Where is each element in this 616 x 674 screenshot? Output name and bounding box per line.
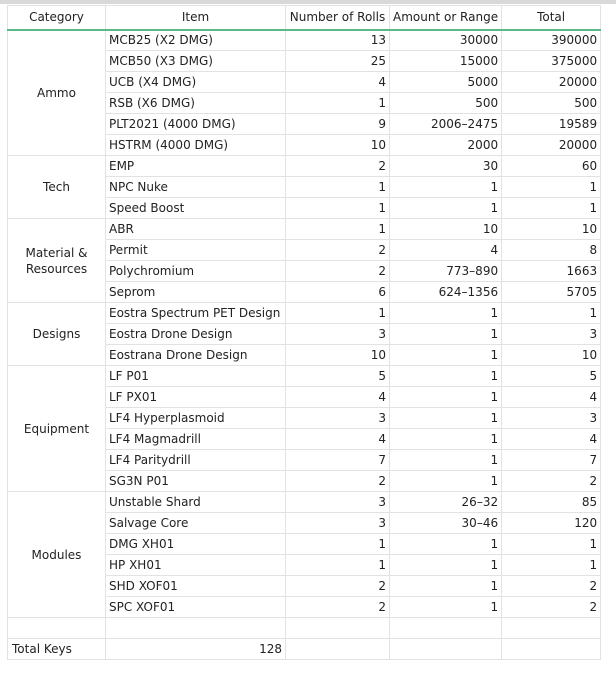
total-cell[interactable]: 1 [502, 177, 601, 198]
total-cell[interactable]: 500 [502, 93, 601, 114]
table-row [8, 30, 601, 51]
header-category[interactable]: Category [8, 6, 106, 30]
rolls-cell[interactable]: 2 [286, 576, 390, 597]
header-rolls[interactable]: Number of Rolls [286, 6, 390, 30]
item-cell[interactable]: MCB25 (X2 DMG) [106, 30, 286, 51]
amount-cell[interactable]: 30–46 [390, 513, 502, 534]
total-cell[interactable]: 1 [502, 555, 601, 576]
empty-cell[interactable] [286, 639, 390, 660]
rolls-cell[interactable]: 25 [286, 51, 390, 72]
item-cell[interactable]: PLT2021 (4000 DMG) [106, 114, 286, 135]
category-cell[interactable]: Material & Resources [8, 219, 106, 303]
header-total[interactable]: Total [502, 6, 601, 30]
rolls-cell[interactable]: 3 [286, 492, 390, 513]
table-row [8, 219, 601, 240]
item-cell[interactable]: Speed Boost [106, 198, 286, 219]
item-cell[interactable]: RSB (X6 DMG) [106, 93, 286, 114]
amount-cell[interactable]: 4 [390, 240, 502, 261]
total-cell[interactable]: 2 [502, 576, 601, 597]
item-cell[interactable]: UCB (X4 DMG) [106, 72, 286, 93]
total-keys-value[interactable]: 128 [106, 639, 286, 660]
amount-cell[interactable]: 773–890 [390, 261, 502, 282]
rolls-cell[interactable]: 1 [286, 303, 390, 324]
amount-cell[interactable]: 1 [390, 387, 502, 408]
item-cell[interactable]: LF4 Magmadrill [106, 429, 286, 450]
item-cell[interactable]: Polychromium [106, 261, 286, 282]
rolls-cell[interactable]: 10 [286, 135, 390, 156]
category-cell[interactable]: Modules [8, 492, 106, 618]
total-cell[interactable]: 375000 [502, 51, 601, 72]
item-cell[interactable]: LF4 Hyperplasmoid [106, 408, 286, 429]
empty-cell[interactable] [390, 639, 502, 660]
amount-cell[interactable]: 1 [390, 366, 502, 387]
table-row [8, 156, 601, 177]
item-cell[interactable]: EMP [106, 156, 286, 177]
amount-cell[interactable]: 1 [390, 471, 502, 492]
rolls-cell[interactable]: 9 [286, 114, 390, 135]
amount-cell[interactable]: 1 [390, 324, 502, 345]
amount-cell[interactable]: 1 [390, 534, 502, 555]
rolls-cell[interactable]: 1 [286, 177, 390, 198]
amount-cell[interactable]: 15000 [390, 51, 502, 72]
category-cell[interactable]: Equipment [8, 366, 106, 492]
empty-cell[interactable] [106, 618, 286, 639]
item-cell[interactable]: Permit [106, 240, 286, 261]
rolls-cell[interactable]: 6 [286, 282, 390, 303]
total-keys-label[interactable]: Total Keys [8, 639, 106, 660]
total-cell[interactable]: 10 [502, 219, 601, 240]
total-cell[interactable]: 1 [502, 198, 601, 219]
rolls-cell[interactable]: 1 [286, 198, 390, 219]
item-cell[interactable]: LF P01 [106, 366, 286, 387]
category-cell[interactable]: Designs [8, 303, 106, 366]
rolls-cell[interactable]: 2 [286, 261, 390, 282]
rolls-cell[interactable]: 13 [286, 30, 390, 51]
table-row [8, 303, 601, 324]
empty-cell[interactable] [502, 618, 601, 639]
rolls-cell[interactable]: 2 [286, 156, 390, 177]
total-cell[interactable]: 120 [502, 513, 601, 534]
total-cell[interactable]: 85 [502, 492, 601, 513]
amount-cell[interactable]: 1 [390, 177, 502, 198]
rolls-cell[interactable]: 2 [286, 471, 390, 492]
empty-cell[interactable] [390, 618, 502, 639]
table-row [8, 366, 601, 387]
sheet-top-bar [0, 0, 616, 4]
total-cell[interactable]: 1 [502, 534, 601, 555]
header-amount[interactable]: Amount or Range [390, 6, 502, 30]
total-cell[interactable]: 20000 [502, 135, 601, 156]
total-cell[interactable]: 5705 [502, 282, 601, 303]
item-cell[interactable]: ABR [106, 219, 286, 240]
item-cell[interactable]: MCB50 (X3 DMG) [106, 51, 286, 72]
total-cell[interactable]: 1 [502, 303, 601, 324]
table-body [8, 30, 601, 660]
amount-cell[interactable]: 500 [390, 93, 502, 114]
total-cell[interactable]: 20000 [502, 72, 601, 93]
amount-cell[interactable]: 1 [390, 408, 502, 429]
rolls-cell[interactable]: 1 [286, 219, 390, 240]
rolls-cell[interactable]: 3 [286, 324, 390, 345]
total-cell[interactable]: 8 [502, 240, 601, 261]
item-cell[interactable]: SPC XOF01 [106, 597, 286, 618]
total-cell[interactable]: 2 [502, 597, 601, 618]
empty-cell[interactable] [502, 639, 601, 660]
item-cell[interactable]: Salvage Core [106, 513, 286, 534]
rolls-cell[interactable]: 1 [286, 534, 390, 555]
amount-cell[interactable]: 1 [390, 597, 502, 618]
rolls-cell[interactable]: 1 [286, 555, 390, 576]
total-cell[interactable]: 10 [502, 345, 601, 366]
table-row [8, 492, 601, 513]
item-cell[interactable]: Unstable Shard [106, 492, 286, 513]
amount-cell[interactable]: 5000 [390, 72, 502, 93]
amount-cell[interactable]: 624–1356 [390, 282, 502, 303]
rolls-cell[interactable]: 2 [286, 597, 390, 618]
total-cell[interactable]: 60 [502, 156, 601, 177]
category-cell[interactable]: Ammo [8, 30, 106, 156]
rolls-cell[interactable]: 4 [286, 429, 390, 450]
item-cell[interactable]: Eostra Spectrum PET Design [106, 303, 286, 324]
amount-cell[interactable]: 2000 [390, 135, 502, 156]
item-cell[interactable]: Eostra Drone Design [106, 324, 286, 345]
empty-cell[interactable] [8, 618, 106, 639]
item-cell[interactable]: DMG XH01 [106, 534, 286, 555]
total-keys-row [8, 639, 601, 660]
amount-cell[interactable]: 1 [390, 450, 502, 471]
item-cell[interactable]: Seprom [106, 282, 286, 303]
item-cell[interactable]: HSTRM (4000 DMG) [106, 135, 286, 156]
amount-cell[interactable]: 30 [390, 156, 502, 177]
total-cell[interactable]: 5 [502, 366, 601, 387]
rolls-table [7, 5, 601, 660]
item-cell[interactable]: LF4 Paritydrill [106, 450, 286, 471]
header-item[interactable]: Item [106, 6, 286, 30]
item-cell[interactable]: SHD XOF01 [106, 576, 286, 597]
total-cell[interactable]: 7 [502, 450, 601, 471]
rolls-cell[interactable]: 2 [286, 240, 390, 261]
total-cell[interactable]: 4 [502, 429, 601, 450]
amount-cell[interactable]: 1 [390, 345, 502, 366]
total-cell[interactable]: 4 [502, 387, 601, 408]
item-cell[interactable]: SG3N P01 [106, 471, 286, 492]
item-cell[interactable]: NPC Nuke [106, 177, 286, 198]
rolls-cell[interactable]: 3 [286, 513, 390, 534]
rolls-cell[interactable]: 10 [286, 345, 390, 366]
amount-cell[interactable]: 30000 [390, 30, 502, 51]
blank-row [8, 618, 601, 639]
amount-cell[interactable]: 1 [390, 198, 502, 219]
amount-cell[interactable]: 1 [390, 303, 502, 324]
rolls-cell[interactable]: 5 [286, 366, 390, 387]
rolls-cell[interactable]: 4 [286, 387, 390, 408]
amount-cell[interactable]: 26–32 [390, 492, 502, 513]
category-cell[interactable]: Tech [8, 156, 106, 219]
amount-cell[interactable]: 1 [390, 555, 502, 576]
rolls-cell[interactable]: 4 [286, 72, 390, 93]
total-cell[interactable]: 2 [502, 471, 601, 492]
item-cell[interactable]: Eostrana Drone Design [106, 345, 286, 366]
amount-cell[interactable]: 10 [390, 219, 502, 240]
rolls-cell[interactable]: 7 [286, 450, 390, 471]
header-row [8, 6, 601, 30]
total-cell[interactable]: 3 [502, 324, 601, 345]
total-cell[interactable]: 1663 [502, 261, 601, 282]
empty-cell[interactable] [286, 618, 390, 639]
rolls-cell[interactable]: 1 [286, 93, 390, 114]
item-cell[interactable]: LF PX01 [106, 387, 286, 408]
total-cell[interactable]: 390000 [502, 30, 601, 51]
total-cell[interactable]: 3 [502, 408, 601, 429]
amount-cell[interactable]: 1 [390, 576, 502, 597]
rolls-cell[interactable]: 3 [286, 408, 390, 429]
amount-cell[interactable]: 2006–2475 [390, 114, 502, 135]
amount-cell[interactable]: 1 [390, 429, 502, 450]
total-cell[interactable]: 19589 [502, 114, 601, 135]
item-cell[interactable]: HP XH01 [106, 555, 286, 576]
